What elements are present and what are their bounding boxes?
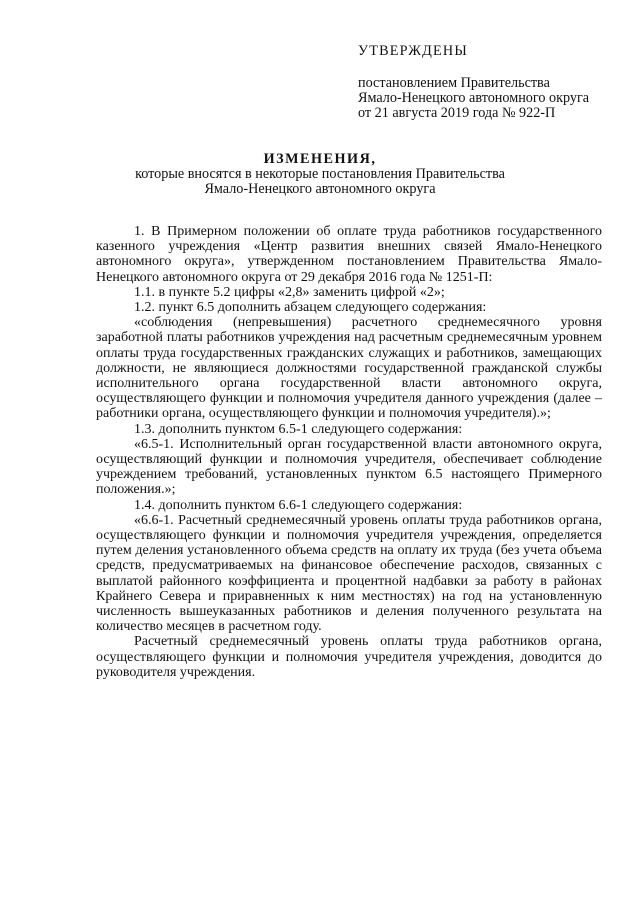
document-title-block (96, 152, 544, 197)
paragraph-quote-6-5-1: «6.5-1. Исполнительный орган государственной власти автономного округа, осуществляющий функции и полномочия учредителя, обеспечивает соблюдение учреждением требований, установленных пунктом 6.5 настоящего Примерного положения.»; (96, 436, 602, 498)
approval-line-date: от 21 августа 2019 года № 922-П (358, 105, 556, 121)
document-subtitle-line-2: Ямало-Ненецкого автономного округа (204, 181, 436, 197)
approval-line-region: Ямало-Ненецкого автономного округа (358, 90, 590, 106)
paragraph-item-1-2: 1.2. пункт 6.5 дополнить абзацем следующего содержания: (134, 300, 487, 316)
document-body (96, 224, 602, 680)
paragraph-item-1-3: 1.3. дополнить пунктом 6.5-1 следующего содержания: (134, 421, 463, 437)
approval-block (358, 44, 618, 121)
paragraph-item-1-1: 1.1. в пункте 5.2 цифры «2,8» заменить цифрой «2»; (134, 284, 445, 300)
paragraph-item-1-4: 1.4. дополнить пунктом 6.6-1 следующего содержания: (134, 497, 463, 513)
document-subtitle-line-1: которые вносятся в некоторые постановления Правительства (135, 166, 505, 182)
paragraph-quote-6-6-1: «6.6-1. Расчетный среднемесячный уровень оплаты труда работников органа, осуществляющего функции и полномочия учредителя учреждения, определяется путем деления установленного объема средств на оплату их труда (без учета объема средств, предусматриваемых на финансовое обеспечение расходов, связанных с выплатой районного коэффициента и процентной надбавки за работу в районах Крайнего Севера и приравненных к ним местностях) на год на установленную численность вышеуказанных работников и деления полученного результата на количество месяцев в расчетном году. (96, 512, 602, 635)
paragraph-quote-6-5: «соблюдения (непревышения) расчетного среднемесячного уровня заработной платы работников учреждения над расчетным среднемесячным уровнем оплаты труда государственных гражданских служащих и работников, замещающих должности, не являющиеся должностями государственной гражданской службы исполнительного органа государственной власти автономного округа, осуществляющего функции и полномочия учредителя данного учреждения (далее – работники органа, осуществляющего функции и полномочия учредителя).»; (96, 315, 602, 422)
paragraph-item-1: 1. В Примерном положении об оплате труда работников государственного казенного учреждения «Центр развития внешних связей Ямало-Ненецкого автономного округа», утвержденном постановлением Правительства Ямало-Ненецкого автономного округа от 29 декабря 2016 года № 1251-П: (96, 224, 602, 285)
approval-title: УТВЕРЖДЕНЫ (358, 43, 468, 59)
approval-line-resolution: постановлением Правительства (358, 75, 550, 91)
document-heading: ИЗМЕНЕНИЯ, (263, 151, 377, 167)
paragraph-final: Расчетный среднемесячный уровень оплаты труда работников органа, осуществляющего функции и полномочия учредителя учреждения, доводится до руководителя учреждения. (96, 634, 602, 680)
